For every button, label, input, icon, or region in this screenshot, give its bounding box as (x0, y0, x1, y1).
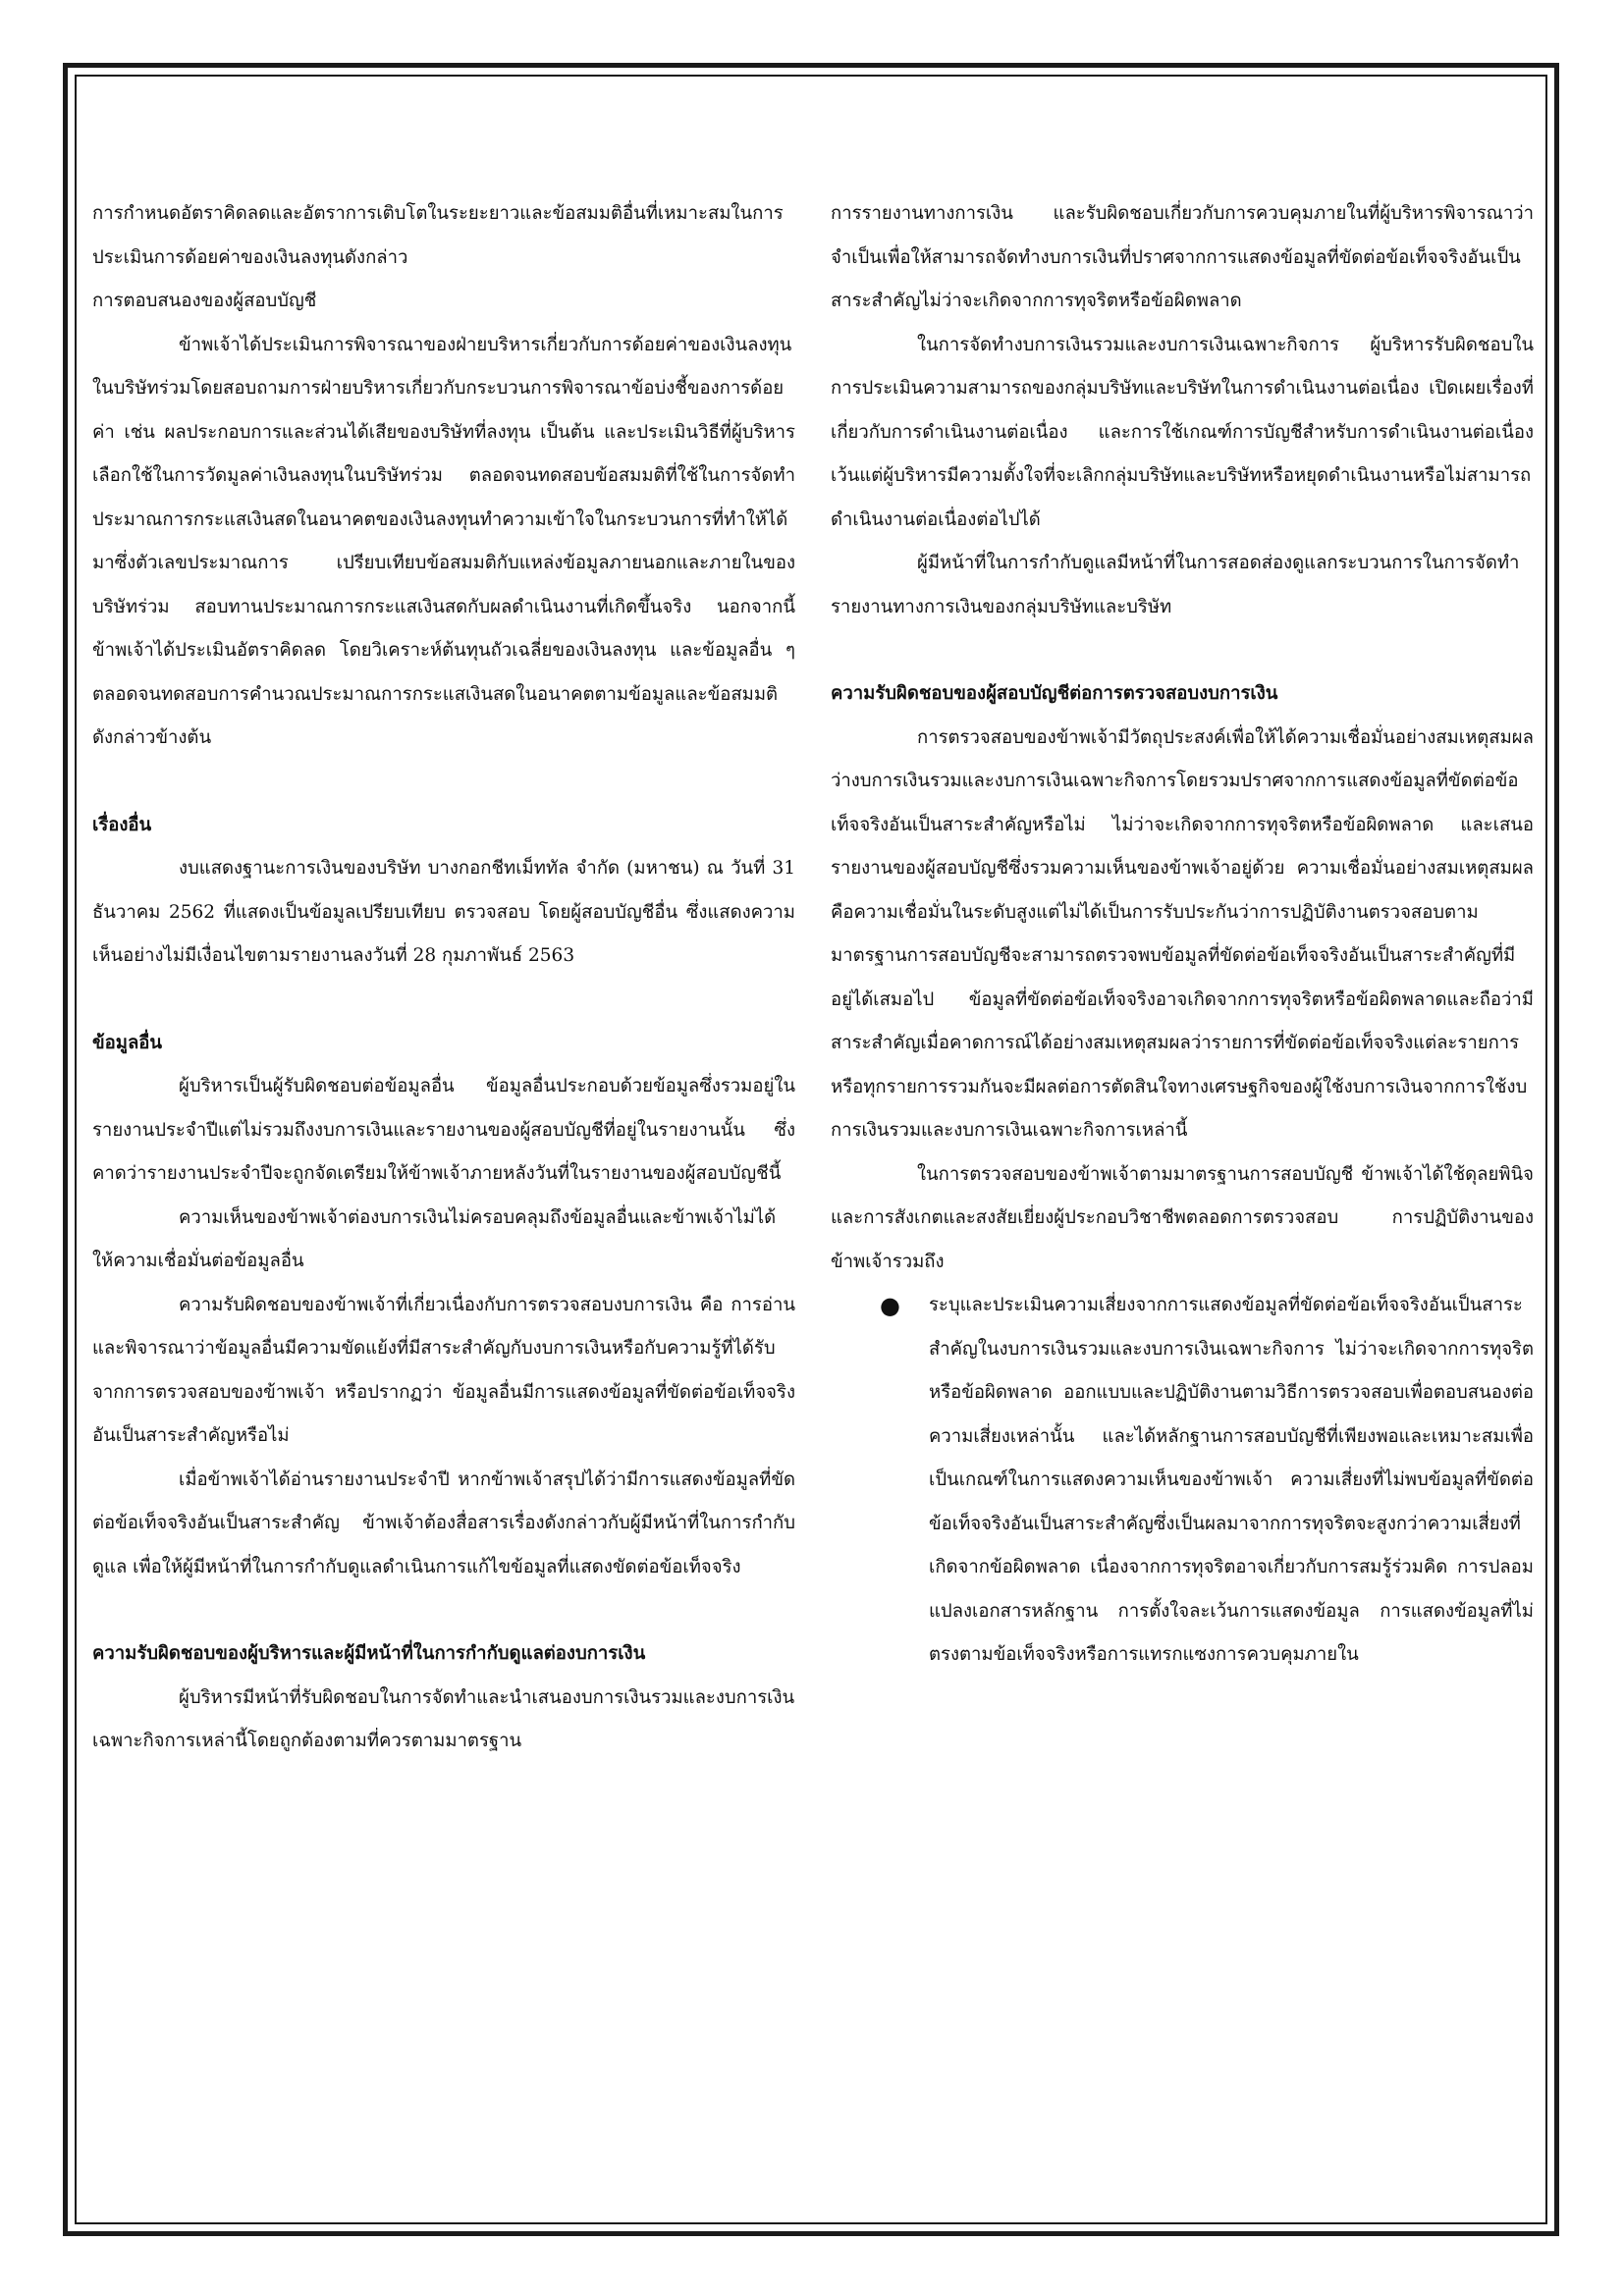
heading-other-information: ข้อมูลอื่น (92, 1032, 163, 1053)
spacer (92, 1589, 795, 1632)
list-item (831, 1284, 1534, 1678)
paragraph-governance-oversight: ผู้มีหน้าที่ในการกำกับดูแลมีหน้าที่ในการสอดส่องดูแลกระบวนการในการจัดทำรายงานทางการเงินของกลุ่มบริษัทและบริษัท (831, 553, 1520, 617)
audit-procedures-list (831, 1284, 1534, 1678)
left-column (92, 192, 795, 1764)
paragraph-other-info-2: ความเห็นของข้าพเจ้าต่องบการเงินไม่ครอบคลุมถึงข้อมูลอื่นและข้าพเจ้าไม่ได้ให้ความเชื่อมั่นต่อข้อมูลอื่น (92, 1206, 777, 1271)
paragraph-other-info-3: ความรับผิดชอบของข้าพเจ้าที่เกี่ยวเนื่องกับการตรวจสอบงบการเงิน คือ การอ่านและพิจารณาว่าข้อมูลอื่นมีความขัดแย้งที่มีสาระสำคัญกับงบการเงินหรือกับความรู้ที่ได้รับจากการตรวจสอบของข้าพเจ้า หรือปรากฏว่า ข้อมูลอื่นมีการแสดงข้อมูลที่ขัดต่อข้อเท็จจริงอันเป็นสาระสำคัญหรือไม่ (92, 1294, 795, 1446)
paragraph-other-info-4: เมื่อข้าพเจ้าได้อ่านรายงานประจำปี หากข้าพเจ้าสรุปได้ว่ามีการแสดงข้อมูลที่ขัดต่อข้อเท็จจริงอันเป็นสาระสำคัญ ข้าพเจ้าต้องสื่อสารเรื่องดังกล่าวกับผู้มีหน้าที่ในการกำกับดูแล เพื่อให้ผู้มีหน้าที่ในการกำกับดูแลดำเนินการแก้ไขข้อมูลที่แสดงขัดต่อข้อเท็จจริง (92, 1468, 795, 1577)
paragraph-audit-objective: การตรวจสอบของข้าพเจ้ามีวัตถุประสงค์เพื่อให้ได้ความเชื่อมั่นอย่างสมเหตุสมผลว่างบการเงินรวมและงบการเงินเฉพาะกิจการโดยรวมปราศจากการแสดงข้อมูลที่ขัดต่อข้อเท็จจริงอันเป็นสาระสำคัญหรือไม่ ไม่ว่าจะเกิดจากการทุจริตหรือข้อผิดพลาด และเสนอรายงานของผู้สอบบัญชีซึ่งรวมความเห็นของข้าพเจ้าอยู่ด้วย ความเชื่อมั่นอย่างสมเหตุสมผลคือความเชื่อมั่นในระดับสูงแต่ไม่ได้เป็นการรับประกันว่าการปฏิบัติงานตรวจสอบตามมาตรฐานการสอบบัญชีจะสามารถตรวจพบข้อมูลที่ขัดต่อข้อเท็จจริงอันเป็นสาระสำคัญที่มีอยู่ได้เสมอไป ข้อมูลที่ขัดต่อข้อเท็จจริงอาจเกิดจากการทุจริตหรือข้อผิดพลาดและถือว่ามีสาระสำคัญเมื่อคาดการณ์ได้อย่างสมเหตุสมผลว่ารายการที่ขัดต่อข้อเท็จจริงแต่ละรายการหรือทุกรายการรวมกันจะมีผลต่อการตัดสินใจทางเศรษฐกิจของผู้ใช้งบการเงินจากการใช้งบการเงินรวมและงบการเงินเฉพาะกิจการเหล่านี้ (831, 726, 1534, 1141)
paragraph-going-concern: ในการจัดทำงบการเงินรวมและงบการเงินเฉพาะกิจการ ผู้บริหารรับผิดชอบในการประเมินความสามารถของกลุ่มบริษัทและบริษัทในการดำเนินงานต่อเนื่อง เปิดเผยเรื่องที่เกี่ยวกับการดำเนินงานต่อเนื่อง และการใช้เกณฑ์การบัญชีสำหรับการดำเนินงานต่อเนื่องเว้นแต่ผู้บริหารมีความตั้งใจที่จะเลิกกลุ่มบริษัทและบริษัทหรือหยุดดำเนินงานหรือไม่สามารถดำเนินงานต่อเนื่องต่อไปได้ (831, 334, 1534, 530)
paragraph-impairment-procedures: ข้าพเจ้าได้ประเมินการพิจารณาของฝ่ายบริหารเกี่ยวกับการด้อยค่าของเงินลงทุนในบริษัทร่วมโดยสอบถามการฝ่ายบริหารเกี่ยวกับกระบวนการพิจารณาข้อบ่งชี้ของการด้อยค่า เช่น ผลประกอบการและส่วนได้เสียของบริษัทที่ลงทุน เป็นต้น และประเมินวิธีที่ผู้บริหารเลือกใช้ในการวัดมูลค่าเงินลงทุนในบริษัทร่วม ตลอดจนทดสอบข้อสมมติที่ใช้ในการจัดทำประมาณการกระแสเงินสดในอนาคตของเงินลงทุนทำความเข้าใจในกระบวนการที่ทำให้ได้มาซึ่งตัวเลขประมาณการ เปรียบเทียบข้อสมมติกับแหล่งข้อมูลภายนอกและภายในของบริษัทร่วม สอบทานประมาณการกระแสเงินสดกับผลดำเนินงานที่เกิดขึ้นจริง นอกจากนี้ ข้าพเจ้าได้ประเมินอัตราคิดลด โดยวิเคราะห์ต้นทุนถัวเฉลี่ยของเงินลงทุน และข้อมูลอื่น ๆ ตลอดจนทดสอบการคำนวณประมาณการกระแสเงินสดในอนาคตตามข้อมูลและข้อสมมติดังกล่าวข้างต้น (92, 334, 795, 748)
heading-auditor-responsibility: ความรับผิดชอบของผู้สอบบัญชีต่อการตรวจสอบงบการเงิน (831, 683, 1278, 704)
paragraph-other-matter: งบแสดงฐานะการเงินของบริษัท บางกอกชีทเม็ททัล จำกัด (มหาชน) ณ วันที่ 31 ธันวาคม 2562 ที่แสดงเป็นข้อมูลเปรียบเทียบ ตรวจสอบ โดยผู้สอบบัญชีอื่น ซึ่งแสดงความเห็นอย่างไม่มีเงื่อนไขตามรายงานลงวันที่ 28 กุมภาพันธ์ 2563 (92, 858, 795, 966)
spacer (92, 979, 795, 1022)
heading-other-matter: เรื่องอื่น (92, 814, 152, 835)
spacer (92, 761, 795, 804)
paragraph-other-info-1: ผู้บริหารเป็นผู้รับผิดชอบต่อข้อมูลอื่น ข้อมูลอื่นประกอบด้วยข้อมูลซึ่งรวมอยู่ในรายงานประจำปีแต่ไม่รวมถึงงบการเงินและรายงานของผู้สอบบัญชีที่อยู่ในรายงานนั้น ซึ่งคาดว่ารายงานประจำปีจะถูกจัดเตรียมให้ข้าพเจ้าภายหลังวันที่ในรายงานของผู้สอบบัญชีนี้ (92, 1076, 795, 1184)
auditor-response-heading: การตอบสนองของผู้สอบบัญชี (92, 291, 317, 311)
list-item-text: ระบุและประเมินความเสี่ยงจากการแสดงข้อมูลที่ขัดต่อข้อเท็จจริงอันเป็นสาระสำคัญในงบการเงินรวมและงบการเงินเฉพาะกิจการ ไม่ว่าจะเกิดจากการทุจริตหรือข้อผิดพลาด ออกแบบและปฏิบัติงานตามวิธีการตรวจสอบเพื่อตอบสนองต่อความเสี่ยงเหล่านั้น และได้หลักฐานการสอบบัญชีที่เพียงพอและเหมาะสมเพื่อเป็นเกณฑ์ในการแสดงความเห็นของข้าพเจ้า ความเสี่ยงที่ไม่พบข้อมูลที่ขัดต่อข้อเท็จจริงอันเป็นสาระสำคัญซึ่งเป็นผลมาจากการทุจริตจะสูงกว่าความเสี่ยงที่เกิดจากข้อผิดพลาด เนื่องจากการทุจริตอาจเกี่ยวกับการสมรู้ร่วมคิด การปลอมแปลงเอกสารหลักฐาน การตั้งใจละเว้นการแสดงข้อมูล การแสดงข้อมูลที่ไม่ตรงตามข้อเท็จจริงหรือการแทรกแซงการควบคุมภายใน (929, 1295, 1534, 1665)
spacer (831, 629, 1534, 672)
paragraph-discount-rate: การกำหนดอัตราคิดลดและอัตราการเติบโตในระยะยาวและข้อสมมติอื่นที่เหมาะสมในการประเมินการด้อยค่าของเงินลงทุนดังกล่าว (92, 203, 784, 268)
paragraph-management-responsibility: ผู้บริหารมีหน้าที่รับผิดชอบในการจัดทำและนำเสนองบการเงินรวมและงบการเงินเฉพาะกิจการเหล่านี้โดยถูกต้องตามที่ควรตามมาตรฐาน (92, 1686, 795, 1751)
right-column (831, 192, 1534, 1678)
bullet-icon: ● (880, 1292, 900, 1319)
paragraph-internal-control: การรายงานทางการเงิน และรับผิดชอบเกี่ยวกับการควบคุมภายในที่ผู้บริหารพิจารณาว่าจำเป็นเพื่อให้สามารถจัดทำงบการเงินที่ปราศจากการแสดงข้อมูลที่ขัดต่อข้อเท็จจริงอันเป็นสาระสำคัญไม่ว่าจะเกิดจากการทุจริตหรือข้อผิดพลาด (831, 203, 1534, 311)
heading-management-responsibility: ความรับผิดชอบของผู้บริหารและผู้มีหน้าที่ในการกำกับดูแลต่องบการเงิน (92, 1643, 646, 1664)
paragraph-professional-judgment: ในการตรวจสอบของข้าพเจ้าตามมาตรฐานการสอบบัญชี ข้าพเจ้าได้ใช้ดุลยพินิจและการสังเกตและสงสัยเยี่ยงผู้ประกอบวิชาชีพตลอดการตรวจสอบ การปฏิบัติงานของข้าพเจ้ารวมถึง (831, 1163, 1534, 1272)
